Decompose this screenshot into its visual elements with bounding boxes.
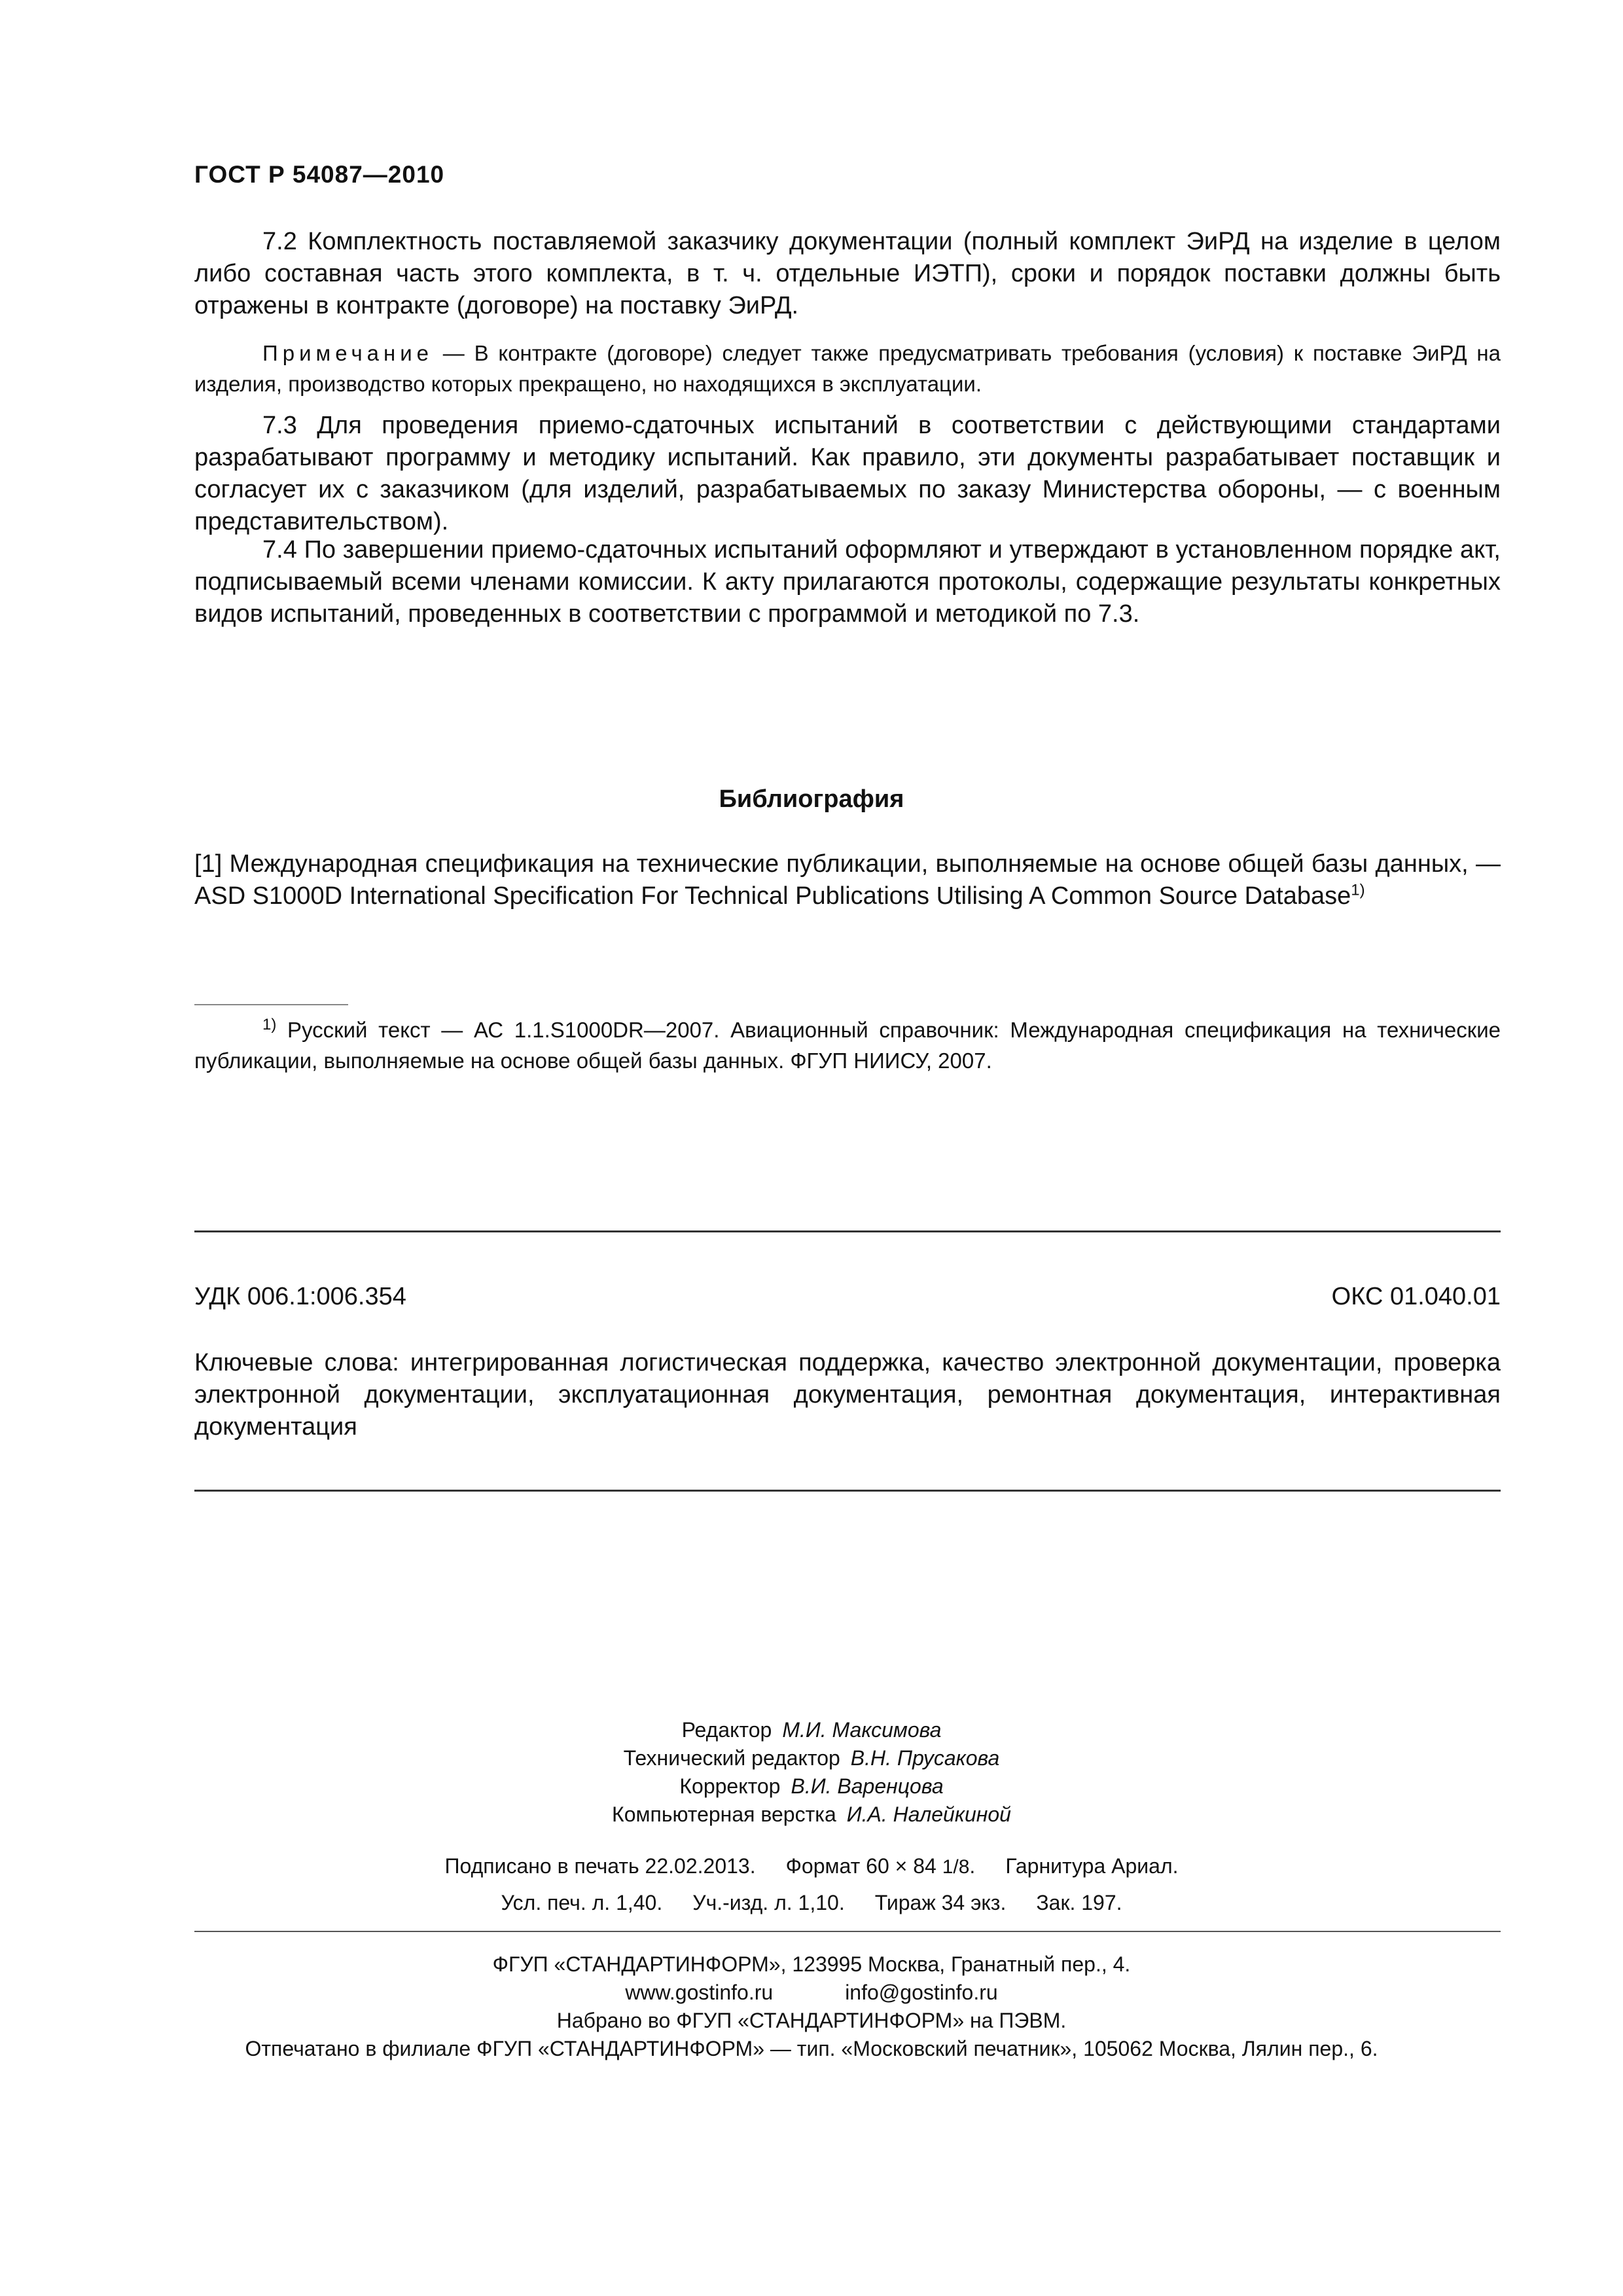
imprint-line-2 xyxy=(0,1889,1623,1917)
bibliography-title: Библиография xyxy=(719,785,904,813)
divider-imprint xyxy=(194,1931,1501,1932)
classification-row xyxy=(194,1283,1501,1311)
paragraph-7-4: 7.4 По завершении приемо-сдаточных испытаний оформляют и утверждают в установленном порядке акт, подписываемый всеми членами комиссии. К акту прилагаются протоколы, содержащие результаты конкретных видов испытаний, проведенных в соответствии с программой и методикой по 7.3. xyxy=(194,536,1501,628)
footnote-text: Русский текст — АС 1.1.S1000DR—2007. Авиационный справочник: Международная спецификация на технические публикации, выполняемые на основе общей базы данных. ФГУП НИИСУ, 2007. xyxy=(194,1018,1501,1073)
publisher-block xyxy=(0,1950,1623,2063)
format-prefix: Формат 60 × 84 xyxy=(785,1854,936,1878)
paragraph-7-3: 7.3 Для проведения приемо-сдаточных испытаний в соответствии с действующими стандартами разрабатывают программу и методику испытаний. Как правило, эти документы разрабатывает поставщик и согласует их с заказчиком (для изделий, разрабатываемых по заказу Министерства обороны, — с военным представительством). xyxy=(194,412,1501,535)
divider-top xyxy=(194,1230,1501,1232)
typeset-note: Набрано во ФГУП «СТАНДАРТИНФОРМ» на ПЭВМ. xyxy=(556,2009,1067,2032)
note-label: Примечание xyxy=(262,341,434,365)
print-sheets: Усл. печ. л. 1,40. xyxy=(501,1891,663,1914)
credits-block xyxy=(0,1716,1623,1829)
format-suffix: . xyxy=(969,1854,976,1878)
keywords: Ключевые слова: интегрированная логистическая поддержка, качество электронной документации, проверка электронной документации, эксплуатационная документация, ремонтная документация, интерактивная документация xyxy=(194,1349,1501,1441)
credit-editor: Редактор М.И. Максимова xyxy=(681,1718,942,1742)
publisher-contacts xyxy=(0,1979,1623,2007)
paragraph-7-2: 7.2 Комплектность поставляемой заказчику документации (полный комплект ЭиРД на изделие в целом либо составная часть этого комплекта, в т. ч. отдельные ИЭТП), сроки и порядок поставки должны быть отражены в контракте (договоре) на поставку ЭиРД. xyxy=(194,228,1501,319)
credit-tech-editor: Технический редактор В.Н. Прусакова xyxy=(623,1746,1000,1770)
bibliography-footnote-ref: 1) xyxy=(1351,881,1365,899)
divider-bottom xyxy=(194,1490,1501,1492)
document-header: ГОСТ Р 54087—2010 xyxy=(194,161,445,188)
format-fraction: 1/8 xyxy=(942,1856,970,1878)
print-run: Тираж 34 экз. xyxy=(874,1891,1007,1914)
imprint-line-1 xyxy=(0,1852,1623,1881)
note-text: — В контракте (договоре) следует также предусматривать требования (условия) к поставке ЭиРД на изделия, производство которых прекращено, но находящихся в эксплуатации. xyxy=(194,341,1501,396)
order-number: Зак. 197. xyxy=(1036,1891,1122,1914)
note-paragraph xyxy=(194,338,1501,399)
footnote xyxy=(194,1014,1501,1076)
signed-date: Подписано в печать 22.02.2013. xyxy=(444,1854,756,1878)
publisher-address: ФГУП «СТАНДАРТИНФОРМ», 123995 Москва, Гранатный пер., 4. xyxy=(492,1952,1131,1976)
printing-note: Отпечатано в филиале ФГУП «СТАНДАРТИНФОРМ» — тип. «Московский печатник», 105062 Москва, Лялин пер., 6. xyxy=(245,2037,1378,2060)
footnote-mark: 1) xyxy=(262,1016,277,1033)
bibliography-entry-text: [1] Международная спецификация на технические публикации, выполняемые на основе общей базы данных, — ASD S1000D International Specification For Technical Publications Utilising A Common Source Database xyxy=(194,850,1501,910)
oks-code: ОКС 01.040.01 xyxy=(1331,1283,1501,1310)
publisher-email: info@gostinfo.ru xyxy=(845,1981,998,2004)
publisher-website: www.gostinfo.ru xyxy=(625,1981,774,2004)
footnote-separator xyxy=(194,1004,348,1005)
udk-code: УДК 006.1:006.354 xyxy=(194,1283,406,1310)
credit-layout: Компьютерная верстка И.А. Налейкиной xyxy=(612,1803,1011,1826)
typeface: Гарнитура Ариал. xyxy=(1005,1854,1179,1878)
bibliography-entry-1 xyxy=(194,848,1501,912)
publisher-sheets: Уч.-изд. л. 1,10. xyxy=(692,1891,845,1914)
credit-corrector: Корректор В.И. Варенцова xyxy=(679,1774,944,1798)
